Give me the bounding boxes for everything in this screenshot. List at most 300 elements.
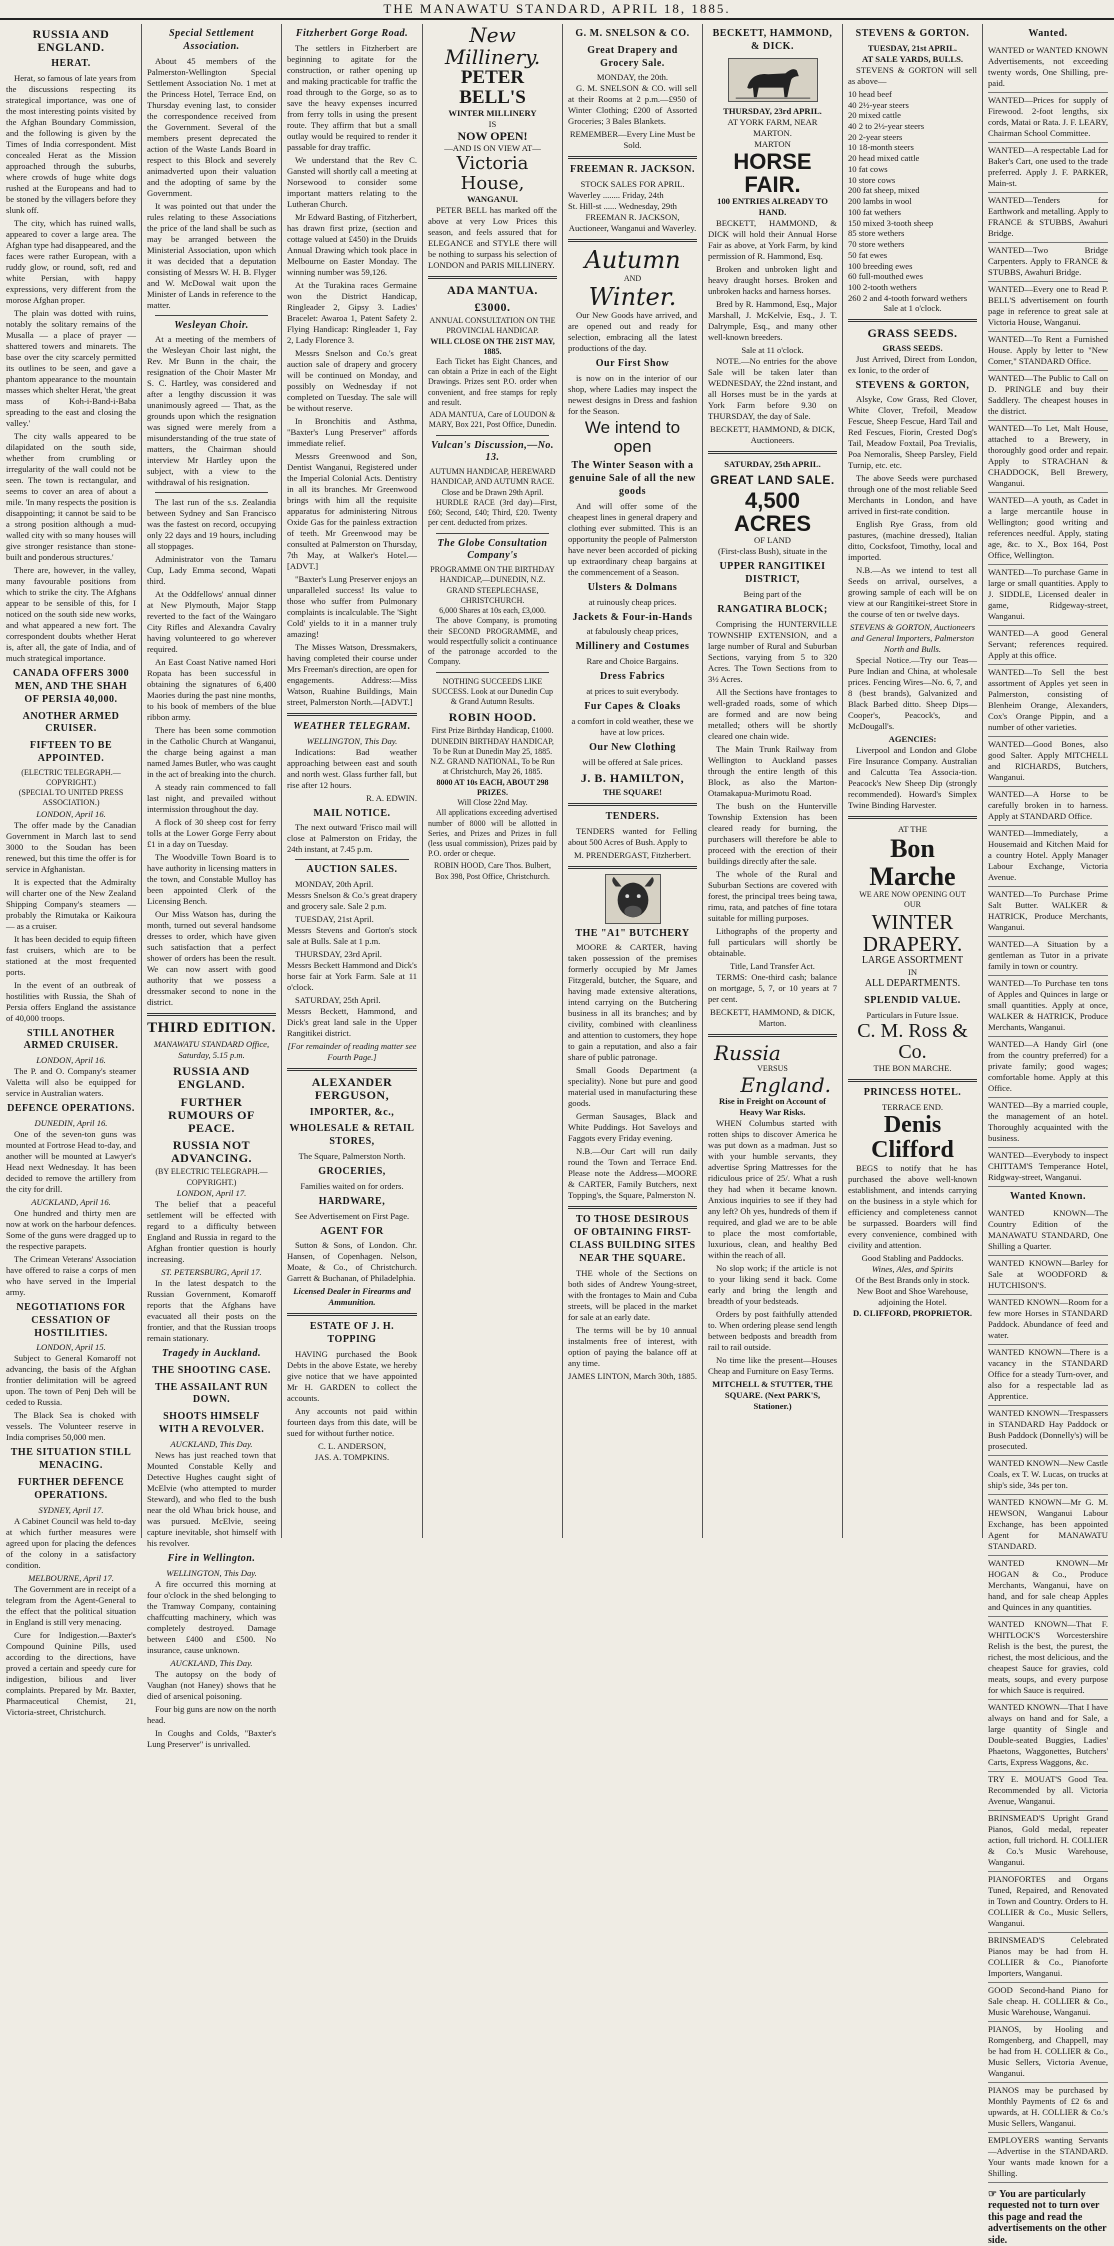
ad-line: Rise in Freight on Account of Heavy War Risks. xyxy=(718,1095,827,1117)
classified-ad: WANTED—By a married couple, the management of an hotel. Thoroughly acquainted with the business. xyxy=(988,1098,1108,1148)
ad-headline: Great Drapery and Grocery Sale. xyxy=(587,44,678,69)
ad-line: 8000 AT 10s EACH, ABOUT 298 PRIZES. xyxy=(436,777,549,797)
dateline: AUCKLAND, This Day. xyxy=(170,1438,253,1449)
divider xyxy=(568,1206,697,1209)
article-paragraph: It has been decided to equip fifteen fast cruisers, which are to be stationed at the most frequented ports. xyxy=(6,933,136,977)
divider xyxy=(147,1013,276,1016)
divider xyxy=(436,533,549,534)
ad-text: BEGS to notify that he has purchased the above well-known establishment, and intends carrying on the business in a style which for efficiency and completeness cannot be surpassed. Boarders will find every convenience, combined with civility and attention. xyxy=(848,1163,977,1251)
advertiser-name: FREEMAN R. JACKSON. xyxy=(569,164,696,176)
classified-ad: WANTED KNOWN—Barley for Sale at WOODFORD & HUTCHISON'S. xyxy=(988,1256,1108,1295)
classified-ad: WANTED—A good General Servant; references required. Apply at this office. xyxy=(988,626,1108,665)
article-paragraph: The plain was dotted with ruins, notably the solitary remains of the Musalla — a place of prayer — shattered towers and minarets. The base over the city scarcely permitted its outlines to be seen, and gave a phantom appearance to the mountain masses which shelter Herat, 'the great mass of Koh-i-Band-i-Baba spreading to the east and closing the valley.' xyxy=(6,308,136,429)
ad-text: Alsyke, Cow Grass, Red Clover, White Clover, Trefoil, Meadow Fescue, Sheep Fescue, Hard Tail and Red Fescues, Fiorin, Crested Dog's Tail, Meadow Foxtail, Poa Trevialis, Poa Nemoralis, Sheep Parsley, Field Turnip, etc. etc. xyxy=(848,394,977,471)
advertiser-name: Denis Clifford xyxy=(871,1111,954,1163)
ad-line: STOCK SALES FOR APRIL. xyxy=(580,179,685,190)
headline: Fitzherbert Gorge Road. xyxy=(295,28,409,39)
dateline: DUNEDIN, April 16. xyxy=(34,1118,108,1129)
pointing-hand-icon: ☞ xyxy=(988,2188,997,2200)
ad-line: St. Hill-st ...... Wednesday, 29th xyxy=(568,201,677,212)
article-paragraph: Administrator von the Tamaru Cup, Lady Emma second, Wapati third. xyxy=(147,554,276,587)
ad-line: ALL DEPARTMENTS. xyxy=(864,978,961,990)
ad-line: OF LAND xyxy=(753,535,791,546)
ad-text: TENDERS wanted for Felling about 500 Acres of Bush. Apply to xyxy=(568,825,697,847)
ad-text: HAVING purchased the Book Debts in the above Estate, we hereby give notice that we have appointed Mr H. GARDEN to collect the accounts. xyxy=(287,1348,417,1403)
ad-headline: Ulsters & Dolmans xyxy=(587,581,678,593)
signature: ROBIN HOOD, Care Thos. Bulbert, Box 398, Post Office, Christchurch. xyxy=(434,861,551,881)
dispatch-tag: (BY ELECTRIC TELEGRAPH.—COPYRIGHT.) xyxy=(155,1167,268,1187)
ad-line: Sale at 1 o'clock. xyxy=(883,303,942,314)
ad-line: MONDAY, the 20th. xyxy=(596,72,669,83)
classified-ad: PIANOFORTES and Organs Tuned, Repaired, and Renovated in Town and Country. Orders to H. COLLIER & Co., Music Sellers, Wanganui. xyxy=(988,1872,1108,1933)
headline: CANADA OFFERS 3000 MEN, AND THE SHAH OF PERSIA 40,000. xyxy=(12,668,130,705)
ad-headline: 4,500 ACRES xyxy=(733,487,811,537)
signature: BECKETT, HAMMOND, & DICK, Marton. xyxy=(710,1006,835,1028)
horse-illustration xyxy=(728,58,818,102)
classified-ad: WANTED—Tenders for Earthwork and metalling. Apply to FRANCE & STUBBS, Awahuri Bridge. xyxy=(988,193,1108,243)
ad-line: AT THE xyxy=(897,824,928,835)
headline: FURTHER DEFENCE OPERATIONS. xyxy=(17,1477,125,1501)
dateline: LONDON, April 16. xyxy=(36,808,106,819)
reader-notice xyxy=(988,2189,1108,2246)
ad-text: All the Sections have frontages to well-graded roads, some of which are formed and are now being metalled; others will be shortly cleared one chain wide. xyxy=(708,686,837,741)
ad-line: (First-class Bush), situate in the xyxy=(717,546,828,557)
signature: D. CLIFFORD, PROPRIETOR. xyxy=(853,1308,972,1319)
ad-text: The above Seeds were purchased through one of the most reliable Seed Merchants in London, and have arrived in first-rate condition. xyxy=(848,473,977,517)
article-paragraph: At a meeting of the members of the Wesleyan Choir last night, the Rev. Mr Bunn in the chair, the resignation of the Choir Master Mr S. C. Hartley, was considered and after a lengthy discussion it was unanimously agreed — That, as the grounds upon which the resignation was signed were merely from a misunderstanding of the true state of matters, the Chairman should interview Mr Hartley upon the subject, with a view to the withdrawal of his resignation. xyxy=(147,334,276,488)
ad-line: Families waited on for orders. xyxy=(300,1180,404,1191)
ad-line: —AND IS ON VIEW AT— xyxy=(444,143,541,154)
classified-ad: WANTED—A respectable Lad for Baker's Cart, one used to the trade preferred. Apply J. F. PARKER, Main-st. xyxy=(988,143,1108,193)
ad-line: Good Stabling and Paddocks. xyxy=(861,1253,964,1264)
classified-ad: TRY E. MOUAT'S Good Tea. Recommended by all. Victoria Avenue, Wanganui. xyxy=(988,1772,1108,1811)
headline: THE SITUATION STILL MENACING. xyxy=(10,1447,132,1472)
dateline: LONDON, April 17. xyxy=(176,1187,247,1198)
advertiser-name: PETER BELL'S xyxy=(459,67,526,108)
article-paragraph: In Bronchitis and Asthma, "Baxter's Lung Preserver" affords immediate relief. xyxy=(287,415,417,448)
divider xyxy=(568,239,697,242)
ad-text: Our New Goods have arrived, and are opened out and ready for selection, embracing all the latest productions of the day. xyxy=(568,310,697,354)
dispatch-tag: (SPECIAL TO UNITED PRESS ASSOCIATION.) xyxy=(18,788,124,808)
article-paragraph: A fire occurred this morning at four o'clock in the shed belonging to the Tramway Company, containing chaffcutting machinery, which was completely destroyed. Damage between £400 and £500. No insurance, cause unknown. xyxy=(147,1578,276,1655)
dateline: WELLINGTON, This Day. xyxy=(166,1567,257,1578)
headline: RUSSIA AND ENGLAND. xyxy=(32,27,110,55)
ad-line: AT SALE YARDS, BULLS. xyxy=(861,53,963,64)
article-paragraph: The P. and O. Company's steamer Valetta will also be equipped for service in Australian waters. xyxy=(6,1066,136,1099)
ad-line: MARTON xyxy=(754,138,791,149)
headline: GROCERIES, xyxy=(318,1165,386,1177)
stock-item: 60 full-mouthed ewes xyxy=(848,271,923,282)
headline: FIFTEEN TO BE APPOINTED. xyxy=(29,740,113,764)
column-rule xyxy=(281,24,282,1538)
headline: TO THOSE DESIROUS OF OBTAINING FIRST-CLASS BUILDING SITES NEAR THE SQUARE. xyxy=(569,1214,696,1264)
ad-text: Each Ticket has Eight Chances, and can obtain a Prize in each of the Eight Drawings. Prizes sent P.O. order when convenient, and free stamps for reply and result. xyxy=(428,356,557,407)
column-rule xyxy=(562,24,563,1538)
article-paragraph: The autopsy on the body of Vaughan (not Haney) shows that he died of arsenical poisoning. xyxy=(147,1668,276,1701)
ad-line: AGENCIES: xyxy=(888,734,937,745)
ad-text: And will offer some of the cheapest lines in general drapery and clothing ever submitted. This is an opportunity the people of Palmerston have never been accorded of picking up extraordinary cheap bargains at the commencement of a Season. xyxy=(568,500,697,577)
headline: ANOTHER ARMED CRUISER. xyxy=(22,710,120,735)
article-paragraph: It is expected that the Admiralty will charter one of the New Zealand Shipping Company's steamers — probably the Rimutaka or Kaikoura — as a cruiser. xyxy=(6,876,136,931)
column-rule xyxy=(842,24,843,1538)
headline: RUSSIA NOT ADVANCING. xyxy=(170,1138,253,1166)
article-paragraph: The city, which has ruined walls, appeared to cover a large area. The Afghan type had disappeared, and the faces were rather European, with a ruddy glow, or round, soft, red and white Persian, with happy expressions, very different from the morose Afghan proper. xyxy=(6,218,136,306)
article-paragraph: Four big guns are now on the north head. xyxy=(147,1703,277,1725)
divider xyxy=(568,803,697,806)
ad-text: N.B.—As we intend to test all Seeds on arrival, ourselves, a growing sample of each will be on view at our Rangitikei-street Store in the course of ten or twelve days. xyxy=(848,565,977,620)
address: The Square, Palmerston North. xyxy=(298,1150,406,1161)
ad-headline: GRASS SEEDS. xyxy=(867,326,958,341)
ad-line: VERSUS xyxy=(757,1063,788,1073)
dateline: AUCKLAND, April 16. xyxy=(31,1197,111,1208)
ad-headline: The Globe Consultation Company's xyxy=(437,537,548,562)
ad-headline: Fur Capes & Cloaks xyxy=(584,700,681,712)
stock-item: 20 head mixed cattle xyxy=(848,153,920,164)
headline: IMPORTER, &c., xyxy=(309,1106,395,1118)
ad-line: TUESDAY, 21st APRIL. xyxy=(867,42,958,53)
ad-line: First Prize Birthday Handicap, £1000. xyxy=(431,726,554,736)
ad-text: Comprising the HUNTERVILLE TOWNSHIP EXTENSION, and a large number of Rural and Suburban Sections, varying from 5 to 320 Acres. The Town Sections from to 3½ Acres. xyxy=(708,618,837,684)
auction-listing: TUESDAY, 21st April. Messrs Stevens and Gorton's stock sale at Bulls. Sale at 1 p.m. xyxy=(287,914,417,947)
ad-text: Any accounts not paid within fourteen days from this date, will be sued for without further notice. xyxy=(287,1405,417,1438)
classified-ad: WANTED—A youth, as Cadet in a large mercantile house in Wellington; good writing and references needful. Apply, stating age, &c. to X., Box 164, Post Office, Wellington. xyxy=(988,493,1108,565)
signature: BECKETT, HAMMOND, & DICK, Auctioneers. xyxy=(710,423,835,445)
stock-item: 260 2 and 4-tooth forward wethers xyxy=(848,292,968,303)
classified-ad: BRINSMEAD'S Upright Grand Pianos, Gold medal, repeater action, full trichord. H. COLLIER & Co.'s Music Warehouse, Wanganui. xyxy=(988,1811,1108,1872)
classified-ad: WANTED—To Purchase ten tons of Apples and Quinces in large or small quantities. Apply at once, WALKER & HATRICK, Produce Merchants, Wanganui. xyxy=(988,976,1108,1037)
ad-line: WILL CLOSE ON THE 21ST MAY, 1885. xyxy=(430,336,555,356)
ad-text: The above Company, is promoting their SECOND PROGRAMME, and would respectfully solicit a continuance of the patronage accorded to the Company. xyxy=(428,616,557,667)
headline: Special Settlement Association. xyxy=(169,28,254,52)
divider xyxy=(436,435,549,436)
dateline: LONDON, April 16. xyxy=(36,1055,106,1066)
headline: WHOLESALE & RETAIL STORES, xyxy=(289,1123,415,1148)
divider xyxy=(155,492,268,493)
classified-ad: WANTED—The Public to Call on D. PRINGLE and buy their Saddlery. The cheapest houses in the district. xyxy=(988,371,1108,421)
classified-ad: WANTED—To purchase Game in large or small quantities. Apply to J. SIDDLE, Licensed dealer in game, Ridgeway-street, Wanganui. xyxy=(988,565,1108,626)
article-paragraph: The Crimean Veterans' Association have offered to raise a corps of men who have served in the Imperial army. xyxy=(6,1254,136,1298)
divider xyxy=(428,276,557,279)
ad-line: NOW OPEN! xyxy=(457,128,528,143)
ad-line: Wines, Ales, and Spirits xyxy=(871,1264,954,1275)
article-paragraph: There has been some commotion in the Catholic Church at Wanganui, the charge being against a man named James Butler, who was caught in the act of breaking into the church. xyxy=(147,725,277,780)
divider xyxy=(708,1034,837,1037)
article-paragraph: A Cabinet Council was held to-day at which further measures were agreed upon for placing the defences of the colony in a satisfactory condition. xyxy=(6,1515,136,1570)
divider xyxy=(568,156,697,159)
headline: AGENT FOR xyxy=(320,1225,384,1237)
wanted-ads xyxy=(988,43,1108,1187)
column-rule xyxy=(422,24,423,1538)
advertiser-name: STEVENS & GORTON, xyxy=(855,379,970,391)
ad-text: Special Notice.—Try our Teas—Pure Indian and China, at wholesale prices. Fencing Wires—No. 6, 7, and 8 (best brands), Galvanized and Black Barbed ditto. Sheep Dips—Cooper's, Peacock's, and McDougall's. xyxy=(848,655,977,732)
ad-headline: Dress Fabrics xyxy=(600,671,665,683)
ad-text: Small Goods Department (a speciality). None but pure and good material used in manufacturing these goods. xyxy=(568,1065,697,1109)
ad-text: The terms will be by 10 annual instalments free of interest, with option of paying the balance off at any time. xyxy=(568,1324,697,1368)
ad-line: WINTER MILLINERY xyxy=(448,107,537,118)
advertiser-name: C. M. Ross & Co. xyxy=(857,1020,968,1064)
ad-headline: Vulcan's Discussion,—No. 13. xyxy=(431,439,554,464)
article-paragraph: In the event of an outbreak of hostilities with Russia, the Shah of Persia offers England the assistance of 40,000 troops. xyxy=(6,979,136,1023)
section-heading: Wanted Known. xyxy=(1010,1190,1086,1202)
classified-ad: WANTED KNOWN—Mr HOGAN & Co., Produce Merchants, Wanganui, have on hand, and for sale cheap Apples and Quinces in any quantities. xyxy=(988,1556,1108,1617)
signature: R. A. EDWIN. xyxy=(366,792,417,803)
ad-line: IN xyxy=(907,967,918,978)
classified-ad: PIANOS may be purchased by Monthly Payments of £2 6s and upwards, at H. COLLIER & Co.'s Music Sellers, Wanganui. xyxy=(988,2083,1108,2133)
article-paragraph: Our Miss Watson has, during the month, turned out several handsome dresses to order, which have given such satisfaction that a perfect shower of orders has been the result. We can now assert with good authority that we possess a dressmaker second to none in the district. xyxy=(147,909,276,1008)
article-paragraph: The Government are in receipt of a telegram from the Agent-General to the effect that the political situation in England is still very menacing. xyxy=(6,1583,136,1627)
ad-text: English Rye Grass, from old pastures, (machine dressed), Italian ditto, Cocksfoot, Timothy, local and imported. xyxy=(848,519,977,563)
ad-text: Lithographs of the property and full particulars will shortly be obtainable. xyxy=(708,925,837,958)
ad-line: AT YORK FARM, NEAR MARTON. xyxy=(727,116,818,138)
classified-ad: WANTED—To Sell the best assortment of Apples yet seen in Palmerston, consisting of Blenheim Orange, Alexanders, Cox's Orange Pippin, and a number of other varieties. xyxy=(988,665,1108,737)
ad-line: at prices to suit everybody. xyxy=(586,685,679,696)
classified-ad: EMPLOYERS wanting Servants—Advertise in the STANDARD. Your wants made known for a Shilling. xyxy=(988,2133,1108,2183)
ad-headline: Autumn xyxy=(584,246,681,275)
column-rule xyxy=(141,24,142,1538)
article-paragraph: An East Coast Native named Hori Ropata has been successful in obtaining the signatures of 6,400 Maories during the past nine months, to his book of members of the blue ribbon army. xyxy=(147,657,276,723)
ad-headline: Bon Marche xyxy=(869,834,956,891)
article-paragraph: At the Oddfellows' annual dinner at New Plymouth, Major Stapp reverted to the fact of the Waingaro City Rifles and Alexandra Cavalry having volunteered to go wherever required. xyxy=(147,589,276,655)
headline: DEFENCE OPERATIONS. xyxy=(7,1103,135,1115)
ad-text: No slop work; if the article is not to your liking send it back. Come early and bring the length and breadth of your bedsteads. xyxy=(708,1262,837,1306)
ad-text: The bush on the Hunterville Township Extension has been cleared ready for burning, the purchasers will therefore be able to proceed with the erection of their buildings directly after the sale. xyxy=(708,800,837,866)
stock-item: 40 2½-year steers xyxy=(848,99,909,110)
classified-ad: WANTED—Prices for supply of Firewood. 2-foot lengths, six cords, Matai or Rata. J. F. LEARY, Chairman School Committee. xyxy=(988,93,1108,143)
classified-ad: WANTED—Everybody to inspect CHITTAM'S Temperance Hotel, Ridgway-street, Wanganui. xyxy=(988,1148,1108,1187)
classified-ad: WANTED KNOWN—Mr G. M. HEWSON, Wanganui Labour Exchange, has been appointed Agent for MANAWATU STANDARD. xyxy=(988,1495,1108,1556)
ad-line: Waverley ........ Friday, 24th xyxy=(568,190,664,201)
signature: MITCHELL & STUTTER, THE SQUARE. (Next PARK'S, Stationer.) xyxy=(712,1378,833,1411)
article-paragraph: A steady rain commenced to fall last night, and prevailed without intermission throughout the day. xyxy=(147,782,276,815)
masthead: THE MANAWATU STANDARD, APRIL 18, 1885. xyxy=(0,0,1114,20)
stock-item: 40 2 to 2½-year steers xyxy=(848,121,925,131)
stock-list xyxy=(848,89,977,304)
article-paragraph: In Coughs and Colds, "Baxter's Lung Preserver" is unrivalled. xyxy=(147,1727,276,1749)
article-paragraph: There are, however, in the valley, many favourable positions from which to strike the city. The Afghans appear to be sensible of this, for I noticed on the south side new works, and what appeared a new fort. The correspondent doubts whether Herat is, after all, the gate of India, and of much strategical importance. xyxy=(6,565,136,664)
ad-text: Sutton & Sons, of London. Chr. Hansen, of Copenhagen. Nelson, Moate, & Co., of Christchurch. Garrett & Buchanan, of Philadelphia. xyxy=(287,1240,417,1284)
classified-ad: BRINSMEAD'S Celebrated Pianos may be had from H. COLLIER & Co., Pianoforte Importers, Wanganui. xyxy=(988,1933,1108,1983)
divider xyxy=(287,1313,417,1316)
article-paragraph: The next outward 'Frisco mail will close at Palmerston on Friday, the 24th instant, at 7.45 p.m. xyxy=(287,822,417,855)
headline: Tragedy in Auckland. xyxy=(162,1347,261,1359)
dateline: MANAWATU STANDARD Office, Saturday, 5.15 p.m. xyxy=(153,1039,270,1061)
classified-ad: WANTED—Two Bridge Carpenters. Apply to FRANCE & STUBBS, Awahuri Bridge. xyxy=(988,243,1108,282)
classified-ad: WANTED KNOWN—New Castle Coals, ex T. W. Lucas, on trucks at ship's side, 34s per ton. xyxy=(988,1456,1108,1495)
article-paragraph: A flock of 30 sheep cost for ferry tolls at the Lower Gorge Ferry about £1 in a day on Tuesday. xyxy=(147,817,276,850)
stock-item: 100 fat wethers xyxy=(848,206,901,217)
divider xyxy=(708,451,837,454)
stock-item: 100 2-tooth wethers xyxy=(848,282,917,293)
ad-line: AND xyxy=(623,273,642,283)
ad-text: BECKETT, HAMMOND, & DICK will hold their Annual Horse Fair as above, at York Farm, by kind permission of R. Hammond, Esq. xyxy=(708,217,837,261)
divider xyxy=(287,1068,417,1071)
headline: ESTATE OF J. H. TOPPING xyxy=(309,1321,395,1346)
classified-ad: WANTED KNOWN—Trespassers in STANDARD Hay Paddock or Bush Paddock (Donnelly's) will be prosecuted. xyxy=(988,1406,1108,1456)
ad-line: REMEMBER—Every Line Must be Sold. xyxy=(569,129,696,151)
ad-line: DUNEDIN BIRTHDAY HANDICAP, To be Run at Dunedin May 25, 1885. N.Z. GRAND NATIONAL, To be Run at Christchurch, May 26, 1885. xyxy=(430,736,555,777)
headline: NEGOTIATIONS FOR CESSATION OF HOSTILITIES. xyxy=(16,1302,126,1339)
ad-line: Title, Land Transfer Act. xyxy=(730,960,815,971)
ad-headline: Our New Clothing xyxy=(589,741,676,753)
signature: C. L. ANDERSON, JAS. A. TOMPKINS. xyxy=(314,1440,390,1462)
ad-text: WHEN Columbus started with rotten ships to discover America he was put down as a madman. Just so with your humble servants, they advertise Spring Mattresses for the ridiculous price of 25/. What a rush they had when it became known. Anxious inquiries to see if they had any left? Oh yes, hundreds of them if required, and glad we are to be able to place the most comfortable, luxurious, clean, and healthy Bed within the reach of all. xyxy=(708,1117,837,1260)
ad-line: 6,000 Shares at 10s each, £3,000. xyxy=(439,606,546,616)
subhead: HERAT. xyxy=(51,58,91,70)
article-paragraph: Indications: Bad weather approaching between east and south and north west. Glass further fall, but rise after 12 hours. xyxy=(287,746,417,790)
stock-item: 10 store cows xyxy=(848,174,896,185)
signature: FREEMAN R. JACKSON, Auctioneer, Wanganui and Waverley. xyxy=(568,212,697,234)
ad-text: All applications exceeding advertised number of 8000 will be allotted in Series, and Prizes and Prizes in full (less usual commission), Prizes paid by P.O. order or cheque. xyxy=(428,808,557,859)
ad-line: NOTHING SUCCEEDS LIKE SUCCESS. Look at our Dunedin Cup & Grand Autumn Results. xyxy=(432,676,553,707)
ad-headline: HORSE FAIR. xyxy=(733,148,812,197)
ad-text: is now on in the interior of our shop, where Ladies may inspect the newest designs in Dress and fashion for the Season. xyxy=(568,373,697,416)
ad-line: at fabulously cheap prices, xyxy=(586,626,679,637)
stock-item: 10 fat cows xyxy=(848,163,888,174)
headline: Wesleyan Choir. xyxy=(174,319,249,331)
classified-ad: WANTED—Immediately, a Housemaid and Kitchen Maid for a country Hotel. Apply Manager Labour Exchange, Victoria Avenue. xyxy=(988,826,1108,887)
article-paragraph: The Black Sea is choked with vessels. The Volunteer reserve in India comprises 50,000 men. xyxy=(6,1410,136,1443)
ad-text: STEVENS & GORTON will sell as above— xyxy=(848,64,977,86)
ad-text: NOTE.—No entries for the above Sale will be taken later than WEDNESDAY, the 22nd instant, and all Horses must be in the yards at York Farm before 9.30 on THURSDAY, the day of Sale. xyxy=(708,355,837,421)
ad-headline: New Millinery. xyxy=(444,23,541,69)
classified-ad: WANTED KNOWN—The Country Edition of the MANAWATU STANDARD, One Shilling a Quarter. xyxy=(988,1206,1108,1256)
article-paragraph: Subject to General Komaroff not advancing, the basis of the Afghan frontier delimitation will be agreed upon. The town of Penj Deh will be ceded to Russia. xyxy=(6,1353,136,1408)
ad-text: Just Arrived, Direct from London, ex Ionic, to the order of xyxy=(848,353,977,375)
column-8 xyxy=(984,24,1112,2246)
ad-headline: Russia xyxy=(714,1040,781,1065)
classified-ad: PIANOS, by Hooling and Romgenberg, and Chappell, may be had from H. COLLIER & Co., Music Sellers, Victoria Avenue, Wanganui. xyxy=(988,2022,1108,2083)
dateline: AUCKLAND, This Day. xyxy=(170,1657,253,1668)
ad-text: N.B.—Our Cart will run daily round the Town and Terrace End. Please note the Address—MOORE & CARTER, Family Butchers, next Topping's, the Square, Palmerston N. xyxy=(568,1146,697,1201)
column-rule xyxy=(702,24,703,1538)
ad-line: GRASS SEEDS. xyxy=(882,342,943,353)
headline: Fire in Wellington. xyxy=(167,1552,256,1564)
headline: AUCTION SALES. xyxy=(306,864,398,876)
ad-text: Broken and unbroken light and heavy draught horses. Broken and unbroken hacks and harness horses. xyxy=(708,263,837,296)
dateline: WELLINGTON, This Day. xyxy=(306,735,398,746)
advertiser-name: STEVENS & GORTON. xyxy=(855,28,970,39)
dateline: SYDNEY, April 17. xyxy=(38,1504,104,1515)
column-1 xyxy=(2,24,140,1717)
article-paragraph: Messrs Snelson and Co.'s great auction sale of drapery and grocery will be continued on Monday, and possibly on Wednesday if not completed on Tuesday. The sale will be without reserve. xyxy=(287,347,417,413)
ad-line: AUTUMN HANDICAP, HEREWARD HANDICAP, AND AUTUMN RACE. xyxy=(429,467,556,487)
divider xyxy=(848,319,977,322)
column-5 xyxy=(564,24,701,1540)
advertiser-name: ALEXANDER FERGUSON, xyxy=(311,1075,393,1103)
classified-ad: WANTED—A Horse to be carefully broken in to harness. Apply at STANDARD Office. xyxy=(988,787,1108,826)
dateline: MELBOURNE, April 17. xyxy=(28,1572,114,1583)
ad-line: THURSDAY, 23rd APRIL. xyxy=(723,105,822,116)
column-6 xyxy=(704,24,841,1540)
stock-item: 20 mixed cattle xyxy=(848,110,901,121)
stock-item: 10 18-month steers xyxy=(848,142,914,153)
column-2 xyxy=(143,24,280,1749)
headline: TENDERS. xyxy=(605,810,660,822)
article-paragraph: Cure for Indigestion.—Baxter's Compound Quinine Pills, used according to the directions, have proved a certain and speedy cure for indigestion, bilious and liver complaints. Prepared by Mr. Baxter, Pharmaceutical Chemist, 21, Victoria-street, Christchurch. xyxy=(6,1629,136,1717)
ad-headline: UPPER RANGITIKEI DISTRICT, xyxy=(719,561,826,585)
stock-item: 20 2-year steers xyxy=(848,131,903,142)
ad-line: Close and be Drawn 29th April. xyxy=(441,487,544,497)
ad-line: PROGRAMME ON THE BIRTHDAY HANDICAP,—DUNEDIN, N.Z. GRAND STEEPLECHASE, CHRISTCHURCH. xyxy=(430,565,555,605)
article-paragraph: The belief that a peaceful settlement will be effected with regard to a difficulty between England and Russia in regard to the Afghan frontier question is hourly increasing. xyxy=(147,1198,276,1264)
article-paragraph: The settlers in Fitzherbert are beginning to agitate for the construction, or rather opening up and making practicable for traffic the road through to the Gorge, so as to save the heavy expenses incurred from ferry tolls in using the present route. They affirm that but a small outlay would be required to render it passable for dray traffic. xyxy=(287,42,417,152)
ad-line: Licensed Dealer in Firearms and Ammunition. xyxy=(293,1286,411,1308)
article-paragraph: Mr Edward Basting, of Fitzherbert, has drawn first prize, (section and cottage valued at £450) in the Druids Annual Drawing which took place in Melbourne on Easter Monday. The winning number was 59,126. xyxy=(287,211,417,277)
headline: HARDWARE, xyxy=(318,1195,386,1207)
headline: FURTHER RUMOURS OF PEACE. xyxy=(168,1094,255,1135)
classified-ad: WANTED KNOWN—Room for a few more Horses in STANDARD Paddock. Abundance of feed and water. xyxy=(988,1295,1108,1345)
divider xyxy=(568,866,697,869)
classified-ad: WANTED—To Purchase Prime Salt Butter. WALKER & HATRICK, Produce Merchants, Wanganui. xyxy=(988,887,1108,937)
ad-line: Particulars in Future Issue. xyxy=(866,1010,959,1021)
article-paragraph: It was pointed out that under the rules relating to these Associations the price of the land shall be such as may be arranged between the Ministerial Association, upon which it was decided that a deputation consisting of Messrs W. H. B. Flyger and W. McDowal wait upon the Minister of Lands in reference to the matter. xyxy=(147,200,276,310)
column-7 xyxy=(844,24,981,1540)
ad-line: Being part of the xyxy=(743,588,802,599)
ad-line: SATURDAY, 25th APRIL. xyxy=(724,458,821,469)
ad-headline: Winter. xyxy=(588,282,677,311)
ad-headline: RANGATIRA BLOCK; xyxy=(717,603,828,615)
divider xyxy=(848,1079,977,1082)
ad-line: 100 ENTRIES ALREADY TO HAND. xyxy=(717,195,828,217)
ad-headline: Our First Show xyxy=(595,358,670,370)
ad-headline: England. xyxy=(740,1072,831,1097)
ad-line: IS xyxy=(488,118,497,129)
classified-ad: WANTED—Every one to Read P. BELL'S advertisement on fourth page in reference to great sale at Victoria House, Wanganui. xyxy=(988,282,1108,332)
ad-line: WANGANUI. xyxy=(467,193,518,204)
advertiser-name: G. M. SNELSON & CO. xyxy=(575,28,690,39)
article-paragraph: We understand that the Rev C. Gansted will shortly call a meeting at Norsewood to consider some important matters relating to the Lutheran Church. xyxy=(287,154,417,209)
ad-text: Bred by R. Hammond, Esq., Major Marshall, J. McKelvie, Esq., J. T. Dalrymple, Esq., and many other well-known breeders. xyxy=(708,298,837,342)
stock-item: 200 fat sheep, mixed xyxy=(848,185,920,196)
advertiser-name: PRINCESS HOTEL. xyxy=(863,1087,962,1099)
ad-headline: WINTER DRAPERY. xyxy=(862,909,963,956)
ad-line: Rare and Choice Bargains. xyxy=(586,656,679,667)
article-paragraph: The city walls appeared to be dilapidated on the south side, whether from crumbling or irregularity of the wall could not be seen. The town is rectangular, and seems to cover an area of about a mile. 'In many respects the position is disappointing; it cannot be said to be a strong position although a mud-walled city with so many houses will give stronger resistance than stone-built and ponderous structures.' xyxy=(6,431,136,563)
ad-headline: Victoria House, xyxy=(456,153,529,194)
prize-amount: £3000. xyxy=(474,299,511,314)
divider xyxy=(155,315,268,316)
ad-text: PETER BELL has marked off the above at very Low Prices this season, and feels assured that for ELEGANCE and STYLE there will be nothing to surpass his selection of LONDON and PARIS MILLINERY. xyxy=(428,204,557,270)
article-paragraph: The offer made by the Canadian Government in March last to send 3000 to the Soudan has been renewed, but this time the offer is for service in Afghanistan. xyxy=(6,819,136,874)
ad-line: THE SQUARE! xyxy=(603,786,662,797)
classified-ad: WANTED KNOWN—There is a vacancy in the STANDARD Office for a steady Turn-over, and also for a respectable lad as Apprentice. xyxy=(988,1345,1108,1406)
stock-item: 50 fat ewes xyxy=(848,249,888,260)
ad-text: Liverpool and London and Globe Fire Insurance Company. Australian and Calcutta Tea Associa-tion. Peacock's New Sheep Dip (strongly recommended). Howard's Simplex Twine Binding Harvester. xyxy=(848,745,977,811)
column-4 xyxy=(424,24,561,1540)
ad-line: Sale at 11 o'clock. xyxy=(741,344,804,355)
ad-line: See Advertisement on First Page. xyxy=(294,1210,410,1221)
ad-text: German Sausages, Black and White Puddings. Hot Saveloys and Faggots every Friday evening. xyxy=(568,1111,697,1144)
auction-listing: THURSDAY, 23rd April. Messrs Beckett Hammond and Dick's horse fair at York Farm. Sale at 11 o'clock. xyxy=(287,949,417,993)
article-paragraph: Herat, so famous of late years from the discussions respecting its strategical importance, was one of the most interesting points visited by the Afghan Boundary Commission, and the following is given by the Times of India correspondent. Mist concealed Herat as the Mission approached through the suburbs, where crowds of huge white dogs rushed at the Europeans and had to be stoned by the villagers before they slunk off. xyxy=(6,73,136,216)
ad-line: Will Close 22nd May. xyxy=(457,798,528,808)
column-3 xyxy=(283,24,421,1540)
headline: THE SHOOTING CASE. xyxy=(152,1364,271,1376)
ad-headline: Millinery and Costumes xyxy=(575,641,690,653)
ad-line: New Boot and Shoe Warehouse, adjoining the Hotel. xyxy=(856,1286,969,1308)
classified-ad: WANTED—To Let, Malt House, attached to a Brewery, in thoroughly good order and repair. Apply to STRACHAN & CHADDOCK, Bell Brewery, Wanganui. xyxy=(988,421,1108,493)
classified-ad: WANTED—To Rent a Furnished House. Apply by letter to "New Comer," STANDARD Office. xyxy=(988,332,1108,371)
dispatch-tag: (ELECTRIC TELEGRAPH.—COPYRIGHT.) xyxy=(21,767,121,787)
stock-item: 10 head beef xyxy=(848,88,892,99)
classified-ad: GOOD Second-hand Piano for Sale cheap. H. COLLIER & Co., Music Warehouse, Wanganui. xyxy=(988,1983,1108,2022)
ad-headline: SPLENDID VALUE. xyxy=(864,995,961,1007)
ad-text: MOORE & CARTER, having taken possession of the premises formerly occupied by Mr James Fitzgerald, butcher, the Square, and having made extensive alterations, intend carrying on the Butchering business in all its branches; and by civility, combined with cleanliness and attention to customers, they hope to gain a reputation, and also a fair share of public patronage. xyxy=(568,942,697,1063)
divider xyxy=(848,816,977,819)
article-paragraph: About 45 members of the Palmerston-Wellington Special Settlement Association No. 1 met at the Princess Hotel, Terrace End, on Thursday evening last, to consider the correspondence received from the Government. Several of the members present deprecated the action of the Waste Lands Board in respect to this Block and severely animadverted upon their valuation and the adopting of same by the Government. xyxy=(147,55,276,198)
stock-item: 85 store wethers xyxy=(848,228,905,239)
classified-ad: WANTED—A Handy Girl (one from the country preferred) for a private family; good wages; comfortable home. Apply at this Office. xyxy=(988,1037,1108,1098)
